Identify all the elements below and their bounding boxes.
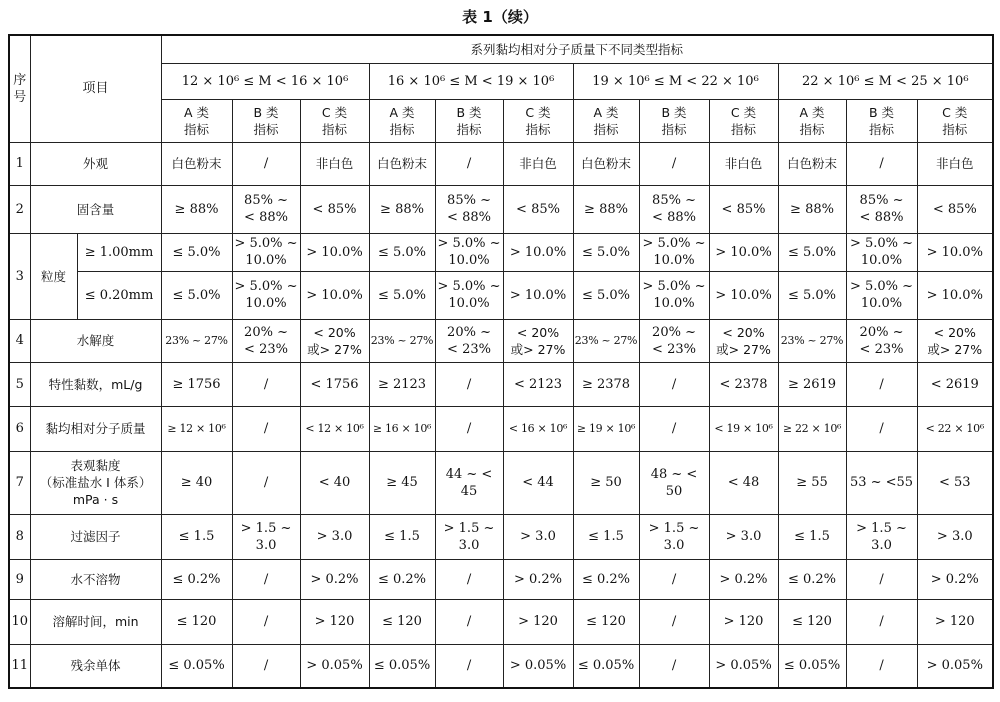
row-item: 表观黏度 （标准盐水 I 体系） mPa · s [30,451,161,514]
value-cell: 白色粉末 [573,142,639,185]
value-cell: ≥ 88% [369,185,435,233]
value-cell: / [232,142,300,185]
row-item: 水解度 [30,319,161,362]
value-cell: ≥ 12 × 10⁶ [161,406,232,451]
value-cell: 23% ~ 27% [573,319,639,362]
value-cell: > 10.0% [917,233,993,271]
row-item: 粒度 [30,233,77,319]
value-cell: ≤ 5.0% [369,233,435,271]
value-cell: ≥ 88% [778,185,846,233]
value-cell: 20% ~ < 23% [639,319,709,362]
value-cell: 20% ~ < 23% [846,319,917,362]
header-type: C 类 指标 [503,99,573,142]
table-row [9,514,993,559]
value-cell: ≥ 16 × 10⁶ [369,406,435,451]
value-cell: > 5.0% ~ 10.0% [435,233,503,271]
value-cell: > 1.5 ~ 3.0 [639,514,709,559]
value-cell: > 5.0% ~ 10.0% [435,271,503,319]
value-cell: ≤ 5.0% [573,271,639,319]
value-cell: / [639,142,709,185]
value-cell: 白色粉末 [778,142,846,185]
value-cell: ≥ 22 × 10⁶ [778,406,846,451]
value-cell: / [435,362,503,406]
value-cell: < 20% 或> 27% [503,319,573,362]
value-cell: / [846,644,917,688]
value-cell: / [435,644,503,688]
header-type: C 类 指标 [709,99,778,142]
value-cell: ≥ 45 [369,451,435,514]
value-cell: ≤ 5.0% [778,271,846,319]
value-cell: > 10.0% [709,271,778,319]
value-cell: ≤ 5.0% [369,271,435,319]
value-cell: > 10.0% [300,233,369,271]
value-cell: / [846,559,917,599]
value-cell: > 5.0% ~ 10.0% [846,271,917,319]
value-cell: / [232,362,300,406]
table-row [9,406,993,451]
value-cell: < 85% [709,185,778,233]
value-cell: ≤ 0.05% [573,644,639,688]
header-type: B 类 指标 [846,99,917,142]
table-row [9,319,993,362]
value-cell: > 5.0% ~ 10.0% [232,233,300,271]
value-cell: < 48 [709,451,778,514]
value-cell: ≤ 0.05% [369,644,435,688]
row-number: 4 [9,319,30,362]
row-number: 6 [9,406,30,451]
value-cell: / [639,559,709,599]
value-cell: < 44 [503,451,573,514]
value-cell: 20% ~ < 23% [435,319,503,362]
value-cell: ≤ 120 [573,599,639,644]
header-range: 19 × 10⁶ ≤ M < 22 × 10⁶ [573,63,778,99]
header-type: B 类 指标 [232,99,300,142]
row-item: 特性黏数，mL/g [30,362,161,406]
value-cell: / [846,406,917,451]
value-cell: > 0.05% [503,644,573,688]
row-item: 黏均相对分子质量 [30,406,161,451]
value-cell: ≤ 1.5 [778,514,846,559]
row-number: 9 [9,559,30,599]
value-cell: 85% ~ < 88% [846,185,917,233]
value-cell: < 20% 或> 27% [709,319,778,362]
row-item: 固含量 [30,185,161,233]
value-cell: > 120 [503,599,573,644]
value-cell: > 120 [917,599,993,644]
value-cell: > 0.05% [300,644,369,688]
table-caption: 表 1（续） [462,8,538,26]
row-number: 10 [9,599,30,644]
value-cell: < 12 × 10⁶ [300,406,369,451]
value-cell: 23% ~ 27% [369,319,435,362]
value-cell: < 2378 [709,362,778,406]
value-cell: < 16 × 10⁶ [503,406,573,451]
value-cell: < 85% [300,185,369,233]
value-cell: < 2619 [917,362,993,406]
value-cell: 44 ~ < 45 [435,451,503,514]
row-item: 水不溶物 [30,559,161,599]
value-cell: ≥ 19 × 10⁶ [573,406,639,451]
value-cell: < 40 [300,451,369,514]
table-row [9,362,993,406]
value-cell: < 2123 [503,362,573,406]
value-cell: > 10.0% [503,271,573,319]
value-cell: 23% ~ 27% [778,319,846,362]
row-number: 3 [9,233,30,319]
value-cell: > 10.0% [709,233,778,271]
table-row [9,185,993,233]
value-cell: ≤ 0.05% [161,644,232,688]
value-cell: > 5.0% ~ 10.0% [232,271,300,319]
value-cell: 非白色 [503,142,573,185]
value-cell: ≥ 88% [573,185,639,233]
value-cell: ≥ 2378 [573,362,639,406]
row-item: 溶解时间，min [30,599,161,644]
row-number: 7 [9,451,30,514]
table-row [9,233,993,271]
value-cell: / [435,599,503,644]
header-seq: 序 号 [9,35,30,142]
value-cell: ≤ 0.2% [778,559,846,599]
header-type: A 类 指标 [369,99,435,142]
header-item: 项目 [30,35,161,142]
value-cell: < 1756 [300,362,369,406]
row-number: 5 [9,362,30,406]
value-cell: > 120 [709,599,778,644]
value-cell: ≤ 5.0% [778,233,846,271]
value-cell: ≤ 1.5 [369,514,435,559]
table-row [9,271,993,319]
value-cell: 85% ~ < 88% [232,185,300,233]
value-cell: 85% ~ < 88% [435,185,503,233]
value-cell: ≤ 0.2% [369,559,435,599]
row-item: 过滤因子 [30,514,161,559]
table-row [9,559,993,599]
value-cell: / [232,599,300,644]
value-cell: ≥ 50 [573,451,639,514]
header-group-title: 系列黏均相对分子质量下不同类型指标 [161,35,993,63]
value-cell: ≤ 5.0% [573,233,639,271]
table-row [9,644,993,688]
value-cell: / [846,599,917,644]
value-cell: ≥ 40 [161,451,232,514]
value-cell: > 1.5 ~ 3.0 [232,514,300,559]
value-cell: > 0.2% [917,559,993,599]
value-cell: < 53 [917,451,993,514]
value-cell: 非白色 [917,142,993,185]
value-cell: 非白色 [300,142,369,185]
value-cell: ≥ 2619 [778,362,846,406]
value-cell: ≤ 0.2% [161,559,232,599]
value-cell: / [232,644,300,688]
value-cell: ≥ 1756 [161,362,232,406]
value-cell: ≤ 120 [369,599,435,644]
value-cell: 53 ~ <55 [846,451,917,514]
header-range: 22 × 10⁶ ≤ M < 25 × 10⁶ [778,63,993,99]
value-cell: > 3.0 [917,514,993,559]
value-cell: > 0.05% [709,644,778,688]
value-cell: 非白色 [709,142,778,185]
value-cell: / [639,406,709,451]
value-cell: ≤ 0.2% [573,559,639,599]
value-cell: > 1.5 ~ 3.0 [435,514,503,559]
value-cell: < 22 × 10⁶ [917,406,993,451]
value-cell: / [639,362,709,406]
value-cell: > 3.0 [300,514,369,559]
value-cell: / [639,599,709,644]
value-cell: ≤ 1.5 [161,514,232,559]
row-subitem: ≥ 1.00mm [77,233,161,271]
value-cell: 48 ~ < 50 [639,451,709,514]
value-cell: / [435,559,503,599]
value-cell: 85% ~ < 88% [639,185,709,233]
table-row [9,599,993,644]
value-cell: > 10.0% [300,271,369,319]
value-cell: > 0.2% [300,559,369,599]
value-cell: 白色粉末 [369,142,435,185]
header-type: C 类 指标 [917,99,993,142]
value-cell: 23% ~ 27% [161,319,232,362]
value-cell: > 0.05% [917,644,993,688]
row-item: 外观 [30,142,161,185]
value-cell: ≥ 2123 [369,362,435,406]
header-range: 12 × 10⁶ ≤ M < 16 × 10⁶ [161,63,369,99]
value-cell: < 20% 或> 27% [300,319,369,362]
value-cell: < 85% [503,185,573,233]
value-cell: ≤ 120 [161,599,232,644]
value-cell: 20% ~ < 23% [232,319,300,362]
value-cell: ≤ 5.0% [161,271,232,319]
value-cell: / [639,644,709,688]
value-cell: > 3.0 [709,514,778,559]
value-cell: ≤ 120 [778,599,846,644]
header-type: A 类 指标 [573,99,639,142]
value-cell: < 85% [917,185,993,233]
table-row [9,142,993,185]
header-type: A 类 指标 [161,99,232,142]
value-cell: ≤ 0.05% [778,644,846,688]
header-row-group [9,35,993,63]
value-cell: ≥ 55 [778,451,846,514]
value-cell: / [435,406,503,451]
row-number: 2 [9,185,30,233]
value-cell: 白色粉末 [161,142,232,185]
value-cell: / [435,142,503,185]
value-cell: > 5.0% ~ 10.0% [639,271,709,319]
value-cell: > 5.0% ~ 10.0% [639,233,709,271]
value-cell: > 1.5 ~ 3.0 [846,514,917,559]
value-cell: < 19 × 10⁶ [709,406,778,451]
value-cell: ≤ 1.5 [573,514,639,559]
header-type: C 类 指标 [300,99,369,142]
header-range: 16 × 10⁶ ≤ M < 19 × 10⁶ [369,63,573,99]
value-cell: > 10.0% [503,233,573,271]
row-number: 1 [9,142,30,185]
value-cell: ≤ 5.0% [161,233,232,271]
value-cell: > 5.0% ~ 10.0% [846,233,917,271]
table-row [9,451,993,514]
value-cell: ≥ 88% [161,185,232,233]
value-cell: / [846,142,917,185]
header-type: B 类 指标 [639,99,709,142]
value-cell: / [232,559,300,599]
value-cell: > 10.0% [917,271,993,319]
row-item: 残余单体 [30,644,161,688]
value-cell: < 20% 或> 27% [917,319,993,362]
row-number: 11 [9,644,30,688]
value-cell: / [232,451,300,514]
value-cell: > 0.2% [503,559,573,599]
header-type: B 类 指标 [435,99,503,142]
value-cell: > 120 [300,599,369,644]
value-cell: > 0.2% [709,559,778,599]
header-type: A 类 指标 [778,99,846,142]
spec-table [8,34,994,689]
row-number: 8 [9,514,30,559]
value-cell: > 3.0 [503,514,573,559]
row-subitem: ≤ 0.20mm [77,271,161,319]
value-cell: / [232,406,300,451]
value-cell: / [846,362,917,406]
